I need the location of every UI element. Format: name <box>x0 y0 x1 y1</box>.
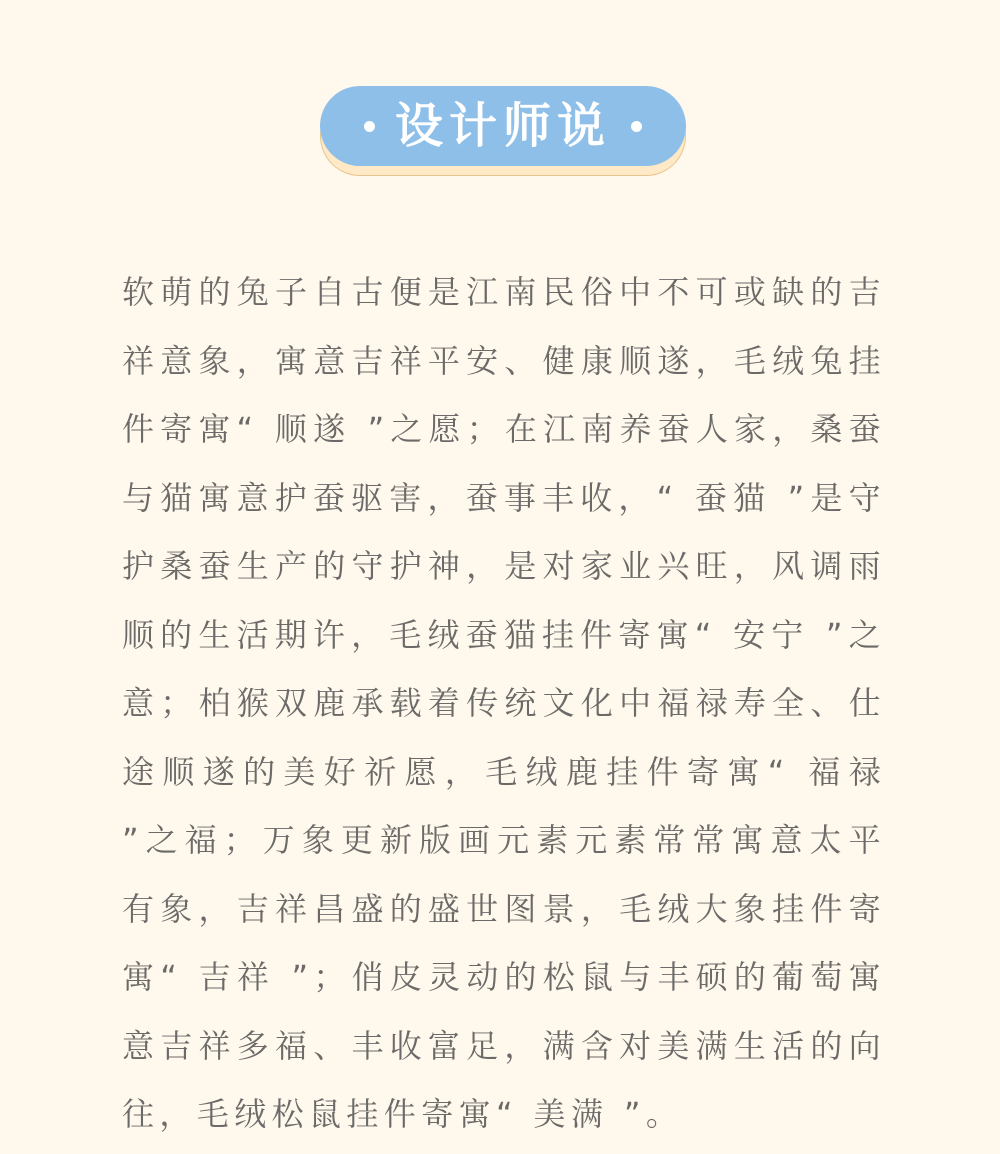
section-title-badge <box>320 86 688 178</box>
section-title: 设计师说 <box>394 98 611 154</box>
badge-pill <box>320 86 686 166</box>
dot-right-icon <box>631 121 642 132</box>
dot-left-icon <box>364 121 375 132</box>
designer-statement-paragraph: 软萌的兔子自古便是江南民俗中不可或缺的吉祥意象，寓意吉祥平安、健康顺遂，毛绒兔挂件寄寓“ 顺遂 ”之愿；在江南养蚕人家，桑蚕与猫寓意护蚕驱害，蚕事丰收，“ 蚕猫 ”是守护桑蚕生产的守护神，是对家业兴旺，风调雨顺的生活期许，毛绒蚕猫挂件寄寓“ 安宁 ”之意；柏猴双鹿承载着传统文化中福禄寿全、仕途顺遂的美好祈愿，毛绒鹿挂件寄寓“ 福禄 ”之福；万象更新版画元素元素常常寓意太平有象，吉祥昌盛的盛世图景，毛绒大象挂件寄寓“ 吉祥 ”；俏皮灵动的松鼠与丰硕的葡萄寓意吉祥多福、丰收富足，满含对美满生活的向往，毛绒松鼠挂件寄寓“ 美满 ”。 <box>122 273 886 1133</box>
